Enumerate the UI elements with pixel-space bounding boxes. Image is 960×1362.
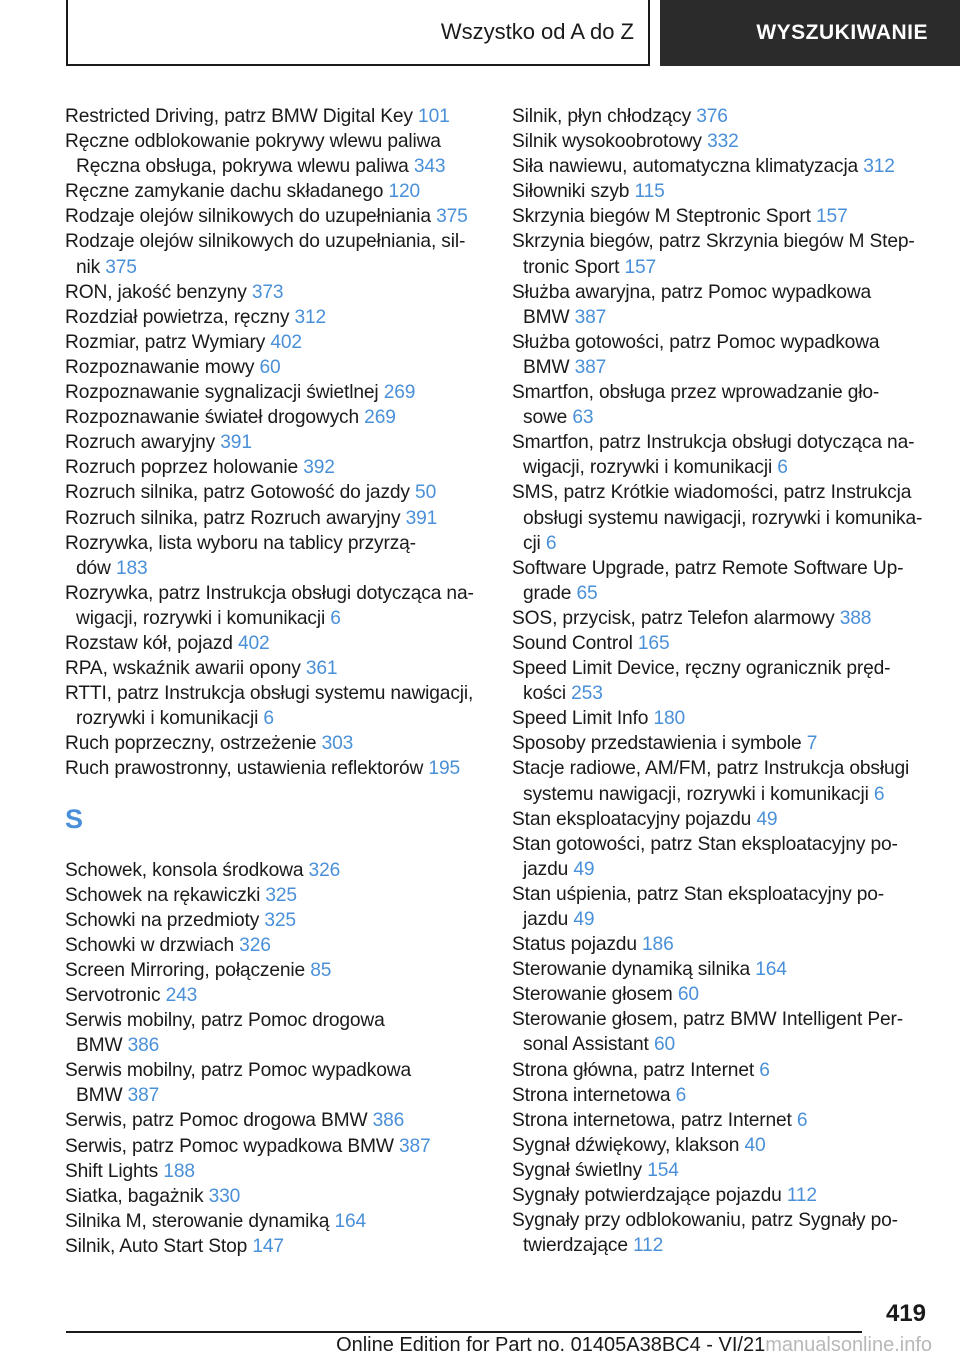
index-page-link[interactable]: 391 — [220, 432, 252, 454]
index-entry — [65, 204, 485, 229]
index-entry-text: Serwis mobilny, patrz Pomoc drogowa — [65, 1010, 385, 1032]
index-page-link[interactable]: 392 — [303, 457, 335, 479]
index-entry-text: Skrzynia biegów, patrz Skrzynia biegów M Step- — [512, 231, 915, 253]
index-entry — [512, 1108, 932, 1133]
index-entry-text: Silnik wysokoobrotowy — [512, 131, 702, 153]
index-page-link[interactable]: 164 — [755, 959, 787, 981]
index-page-link[interactable]: 164 — [334, 1210, 367, 1232]
index-page-link[interactable]: 391 — [405, 507, 438, 529]
index-page-link[interactable]: 165 — [637, 632, 670, 654]
index-entry — [65, 104, 485, 129]
index-entry-text: Stan uśpienia, patrz Stan eksploatacyjny po- — [512, 883, 885, 905]
index-entry-text: Rozrywka, lista wyboru na tablicy przyrzą- — [65, 532, 416, 554]
index-entry — [65, 1209, 485, 1234]
index-entry — [65, 280, 485, 305]
index-entry — [512, 681, 932, 706]
index-entry-text: Sygnały potwierdzające pojazdu — [512, 1185, 782, 1207]
index-entry — [65, 681, 485, 706]
index-entry-text: BMW — [523, 306, 570, 328]
index-entry-text: Screen Mirroring, połączenie — [65, 959, 306, 981]
index-page-link[interactable]: 112 — [633, 1235, 664, 1257]
index-entry — [65, 983, 485, 1008]
index-entry — [512, 280, 932, 305]
index-entry-text: Silnika M, sterowanie dynamiką — [65, 1210, 330, 1232]
index-page-link[interactable]: 373 — [251, 281, 284, 303]
index-entry-text: Silnik, Auto Start Stop — [65, 1235, 248, 1257]
index-entry — [65, 1234, 485, 1259]
index-entry-text: Ręczne odblokowanie pokrywy wlewu paliwa — [65, 131, 441, 153]
index-entry — [512, 957, 932, 982]
index-page-link[interactable]: 6 — [873, 783, 885, 805]
index-entry — [512, 1032, 932, 1057]
index-entry-text: Sterowanie dynamiką silnika — [512, 959, 751, 981]
index-page-link[interactable]: 6 — [330, 607, 341, 629]
index-page-link[interactable]: 112 — [786, 1185, 817, 1207]
index-page-link[interactable]: 183 — [115, 557, 148, 579]
index-entry — [512, 305, 932, 330]
index-entry — [512, 631, 932, 656]
index-entry-text: Strona internetowa — [512, 1084, 671, 1106]
index-entry-text: grade — [523, 582, 572, 604]
index-page-link[interactable]: 7 — [806, 733, 818, 755]
index-page-link[interactable]: 6 — [759, 1059, 770, 1081]
index-page-link[interactable]: 85 — [310, 959, 332, 981]
index-entry — [512, 506, 932, 531]
index-entry-text: jazdu — [523, 858, 569, 880]
index-entry-text: Strona internetowa, patrz Internet — [512, 1109, 792, 1131]
index-page-link[interactable]: 402 — [237, 632, 270, 654]
index-entry — [512, 731, 932, 756]
index-entry-text: twierdzające — [523, 1235, 628, 1257]
index-page-link[interactable]: 375 — [105, 256, 137, 278]
index-entry — [512, 380, 932, 405]
index-entry-text: SMS, patrz Krótkie wiadomości, patrz Instrukcja — [512, 482, 912, 504]
index-entry-text: Sygnał dźwiękowy, klakson — [512, 1134, 740, 1156]
index-entry — [512, 154, 932, 179]
index-entry-text: Sposoby przedstawienia i symbole — [512, 733, 802, 755]
index-entry-text: Służba gotowości, patrz Pomoc wypadkowa — [512, 331, 880, 353]
index-entry — [65, 958, 485, 983]
index-page-link[interactable]: 157 — [624, 256, 657, 278]
index-page-link[interactable]: 269 — [383, 382, 416, 404]
index-page-link[interactable]: 325 — [264, 909, 296, 931]
index-entry-text: Rozstaw kół, pojazd — [65, 632, 233, 654]
index-entry — [65, 581, 485, 606]
index-page-link[interactable]: 387 — [574, 356, 607, 378]
index-entry — [512, 581, 932, 606]
index-page-link[interactable]: 186 — [642, 934, 674, 956]
index-entry-text: systemu nawigacji, rozrywki i komunikacji — [523, 783, 869, 805]
index-entry — [512, 104, 932, 129]
index-page-link[interactable]: 6 — [796, 1109, 808, 1131]
index-entry-text: Schowki na przedmioty — [65, 909, 260, 931]
index-entry-text: Skrzynia biegów M Steptronic Sport — [512, 206, 811, 228]
index-entry — [512, 1208, 932, 1233]
index-entry — [65, 129, 485, 154]
index-entry — [65, 1058, 485, 1083]
index-entry-text: Schowek na rękawiczki — [65, 884, 261, 906]
index-entry — [65, 506, 485, 531]
index-entry-text: sowe — [523, 407, 568, 429]
index-page-link[interactable]: 326 — [239, 934, 271, 956]
index-entry — [65, 380, 485, 405]
index-entry-text: RON, jakość benzyny — [65, 281, 247, 303]
index-page-link[interactable]: 65 — [576, 582, 598, 604]
index-entry-text: Rozruch silnika, patrz Rozruch awaryjny — [65, 507, 401, 529]
index-page-link[interactable]: 115 — [634, 181, 665, 203]
index-page-link[interactable]: 375 — [436, 206, 468, 228]
index-entry-text: Stacje radiowe, AM/FM, patrz Instrukcja obsługi — [512, 758, 910, 780]
index-entry-text: Rozruch awaryjny — [65, 432, 216, 454]
index-entry-text: wigacji, rozrywki i komunikacji — [523, 457, 773, 479]
index-entry-text: Ruch prawostronny, ustawienia reflektorów — [65, 758, 424, 780]
index-entry — [65, 1108, 485, 1133]
index-entry-text: Ręczne zamykanie dachu składanego — [65, 181, 384, 203]
index-entry — [512, 556, 932, 581]
index-page-link[interactable]: 343 — [413, 156, 446, 178]
index-page-link[interactable]: 312 — [294, 306, 327, 328]
index-entry-text: Status pojazdu — [512, 934, 637, 956]
index-entry — [65, 229, 485, 254]
index-entry — [65, 330, 485, 355]
index-page-link[interactable]: 49 — [573, 909, 595, 930]
index-entry-text: SOS, przycisk, patrz Telefon alarmowy — [512, 607, 835, 629]
search-tab[interactable] — [660, 0, 960, 66]
index-entry — [65, 1184, 485, 1209]
index-page-link[interactable]: 50 — [415, 482, 437, 504]
section-tab[interactable] — [66, 0, 650, 66]
index-entry — [512, 656, 932, 681]
index-page-link[interactable]: 326 — [308, 859, 341, 881]
index-entry-text: Sound Control — [512, 632, 633, 654]
index-page-link[interactable]: 332 — [707, 131, 739, 153]
index-entry — [512, 531, 932, 556]
index-page-link[interactable]: 49 — [756, 808, 778, 830]
index-entry — [512, 857, 932, 882]
index-entry — [65, 1008, 485, 1033]
index-entry-text: Rozdział powietrza, ręczny — [65, 306, 290, 328]
index-entry — [65, 305, 485, 330]
index-entry — [512, 204, 932, 229]
index-entry-text: Rozpoznawanie świateł drogowych — [65, 407, 359, 429]
index-entry — [65, 631, 485, 656]
index-page-link[interactable]: 49 — [573, 858, 595, 880]
index-page-link[interactable]: 147 — [252, 1235, 284, 1257]
index-page-link[interactable]: 243 — [165, 985, 198, 1006]
index-page-link[interactable]: 269 — [364, 407, 396, 429]
index-entry — [65, 908, 485, 933]
index-entry — [512, 355, 932, 380]
index-entry — [512, 330, 932, 355]
index-entry — [512, 1233, 932, 1258]
index-entry-text: kości — [523, 683, 566, 705]
index-entry — [512, 430, 932, 455]
index-page-link[interactable]: 63 — [572, 407, 594, 429]
index-page-link[interactable]: 188 — [163, 1160, 195, 1182]
index-entry — [65, 480, 485, 505]
index-page-link[interactable]: 6 — [777, 457, 788, 479]
index-page-link[interactable]: 6 — [675, 1084, 687, 1106]
index-entry-text: Rozruch silnika, patrz Gotowość do jazdy — [65, 482, 410, 504]
index-entry-text: Serwis, patrz Pomoc drogowa BMW — [65, 1110, 368, 1132]
page-number: 419 — [885, 1300, 926, 1327]
index-entry-text: Strona główna, patrz Internet — [512, 1059, 755, 1081]
index-page-link[interactable]: 157 — [816, 206, 848, 228]
index-entry-text: Rozruch poprzez holowanie — [65, 457, 299, 479]
index-page-link[interactable]: 387 — [574, 306, 607, 328]
index-entry — [512, 807, 932, 832]
index-page-link[interactable]: 6 — [263, 708, 274, 730]
index-page-link[interactable]: 101 — [418, 106, 450, 127]
index-page-link[interactable]: 376 — [696, 106, 728, 127]
index-page-link[interactable]: 60 — [653, 1034, 675, 1056]
index-entry-text: Servotronic — [65, 985, 161, 1006]
index-entry — [512, 832, 932, 857]
index-entry-text: Speed Limit Device, ręczny ogranicznik pręd- — [512, 658, 891, 680]
index-entry-text: Rodzaje olejów silnikowych do uzupełniania, sil- — [65, 231, 466, 253]
index-entry — [65, 531, 485, 556]
index-entry — [512, 229, 932, 254]
index-entry-text: Schowek, konsola środkowa — [65, 859, 304, 881]
index-page-link[interactable]: 60 — [259, 356, 281, 378]
index-page-link[interactable]: 120 — [388, 181, 421, 203]
index-entry — [512, 480, 932, 505]
index-entry-text: Stan eksploatacyjny pojazdu — [512, 808, 752, 830]
index-entry — [512, 255, 932, 280]
index-entry — [512, 882, 932, 907]
index-entry-text: Software Upgrade, patrz Remote Software Up- — [512, 557, 904, 579]
index-entry — [512, 782, 932, 807]
footer-edition — [0, 1334, 932, 1357]
index-entry — [512, 756, 932, 781]
footer-divider — [66, 1331, 862, 1333]
index-entry-text: Ręczna obsługa, pokrywa wlewu paliwa — [76, 156, 409, 178]
index-entry-text: BMW — [76, 1085, 123, 1107]
index-entry-text: cji — [523, 532, 541, 554]
index-entry-text: sonal Assistant — [523, 1034, 649, 1056]
index-entry — [512, 1083, 932, 1108]
index-entry — [65, 858, 485, 883]
index-entry-text: Ruch poprzeczny, ostrzeżenie — [65, 733, 317, 755]
index-entry-text: wigacji, rozrywki i komunikacji — [76, 607, 326, 629]
index-entry-text: Rozpoznawanie sygnalizacji świetlnej — [65, 382, 379, 404]
index-page-link[interactable]: 303 — [321, 733, 354, 755]
index-page-link[interactable]: 387 — [399, 1135, 431, 1157]
index-entry-text: BMW — [76, 1035, 123, 1057]
index-entry — [65, 355, 485, 380]
index-entry — [512, 179, 932, 204]
index-entry-text: obsługi systemu nawigacji, rozrywki i komunika- — [523, 507, 923, 529]
index-entry — [65, 933, 485, 958]
index-entry-text: Rodzaje olejów silnikowych do uzupełniania — [65, 206, 431, 228]
index-page-link[interactable]: 60 — [677, 984, 699, 1006]
index-page-link[interactable]: 325 — [265, 884, 297, 906]
index-entry — [512, 1058, 932, 1083]
index-entry-text: Sygnały przy odblokowaniu, patrz Sygnały po- — [512, 1210, 898, 1232]
index-entry-text: Sterowanie głosem — [512, 984, 673, 1006]
index-page-link[interactable]: 312 — [863, 156, 895, 178]
index-page-link[interactable]: 388 — [839, 607, 872, 629]
index-entry — [65, 656, 485, 681]
index-entry — [65, 154, 485, 179]
index-entry — [65, 1159, 485, 1184]
index-entry-text: Serwis mobilny, patrz Pomoc wypadkowa — [65, 1060, 411, 1082]
index-page-link[interactable]: 180 — [653, 708, 686, 730]
index-entry-text: Schowki w drzwiach — [65, 934, 234, 956]
index-entry-text: Serwis, patrz Pomoc wypadkowa BMW — [65, 1135, 394, 1157]
index-entry — [65, 255, 485, 280]
index-entry-text: Speed Limit Info — [512, 708, 649, 730]
index-entry-text: Rozrywka, patrz Instrukcja obsługi dotycząca na- — [65, 582, 474, 604]
index-page-link[interactable]: 154 — [647, 1159, 679, 1181]
index-letter-heading: S — [65, 803, 83, 834]
index-entry-text: rozrywki i komunikacji — [76, 708, 259, 730]
index-page-link[interactable]: 387 — [127, 1085, 160, 1107]
index-entry-text: Rozmiar, patrz Wymiary — [65, 331, 266, 353]
index-entry-text: Restricted Driving, patrz BMW Digital Key — [65, 106, 413, 127]
index-entry — [65, 405, 485, 430]
index-page-link[interactable]: 386 — [127, 1035, 160, 1057]
index-entry — [65, 706, 485, 731]
index-entry — [512, 129, 932, 154]
index-entry-text: Rozpoznawanie mowy — [65, 356, 255, 378]
index-entry — [512, 932, 932, 957]
footer-edition-text: Online Edition for Part no. 01405A38BC4 - VI/21 — [336, 1334, 766, 1356]
index-entry — [512, 1183, 932, 1208]
index-page-link[interactable]: 6 — [545, 532, 557, 554]
index-entry — [512, 455, 932, 480]
index-entry-text: Smartfon, patrz Instrukcja obsługi dotycząca na- — [512, 432, 915, 454]
index-entry-text: RPA, wskaźnik awarii opony — [65, 658, 301, 680]
index-entry — [65, 731, 485, 756]
index-entry-text: Siła nawiewu, automatyczna klimatyzacja — [512, 156, 859, 178]
index-column-left — [65, 104, 485, 1259]
index-entry — [512, 1158, 932, 1183]
index-page-link[interactable]: 386 — [372, 1110, 405, 1132]
index-entry-text: BMW — [523, 356, 570, 378]
index-entry-text: dów — [76, 557, 111, 579]
section-tab-label: Wszystko od A do Z — [440, 19, 634, 44]
index-entry — [65, 179, 485, 204]
index-entry-text: jazdu — [523, 909, 569, 930]
index-entry-text: Sterowanie głosem, patrz BMW Intelligent Per- — [512, 1009, 904, 1031]
index-entry — [512, 907, 932, 932]
index-page-link[interactable]: 253 — [571, 683, 603, 705]
index-entry — [65, 1083, 485, 1108]
index-entry — [65, 756, 485, 781]
index-entry — [65, 556, 485, 581]
index-entry — [65, 883, 485, 908]
index-entry — [512, 1133, 932, 1158]
index-entry — [512, 606, 932, 631]
index-entry-text: Shift Lights — [65, 1160, 159, 1182]
index-entry-text: tronic Sport — [523, 256, 620, 278]
index-entry-text: RTTI, patrz Instrukcja obsługi systemu nawigacji, — [65, 683, 474, 705]
index-entry-text: nik — [76, 256, 101, 278]
index-entry-text: Siłowniki szyb — [512, 181, 630, 203]
index-entry-text: Służba awaryjna, patrz Pomoc wypadkowa — [512, 281, 872, 303]
index-page-link[interactable]: 195 — [428, 758, 460, 780]
index-page-link[interactable]: 330 — [208, 1185, 241, 1207]
index-entry-text: Silnik, płyn chłodzący — [512, 106, 692, 127]
index-entry — [65, 1134, 485, 1159]
footer-brand-watermark: manualsonline.info — [765, 1334, 932, 1356]
index-entry-text: Siatka, bagażnik — [65, 1185, 204, 1207]
index-entry — [65, 430, 485, 455]
index-column-right — [512, 104, 932, 1258]
index-entry — [65, 1033, 485, 1058]
index-entry-text: Sygnał świetlny — [512, 1159, 642, 1181]
index-entry — [512, 405, 932, 430]
index-entry — [512, 982, 932, 1007]
index-page-link[interactable]: 361 — [305, 658, 338, 680]
index-entry — [512, 706, 932, 731]
index-entry — [65, 455, 485, 480]
index-entry — [512, 1007, 932, 1032]
index-entry-text: Stan gotowości, patrz Stan eksploatacyjny po- — [512, 833, 898, 855]
index-entry-text: Smartfon, obsługa przez wprowadzanie gło- — [512, 382, 880, 404]
search-tab-label: WYSZUKIWANIE — [756, 21, 928, 44]
index-page-link[interactable]: 402 — [270, 331, 302, 353]
index-entry — [65, 606, 485, 631]
index-page-link[interactable]: 40 — [744, 1134, 766, 1156]
